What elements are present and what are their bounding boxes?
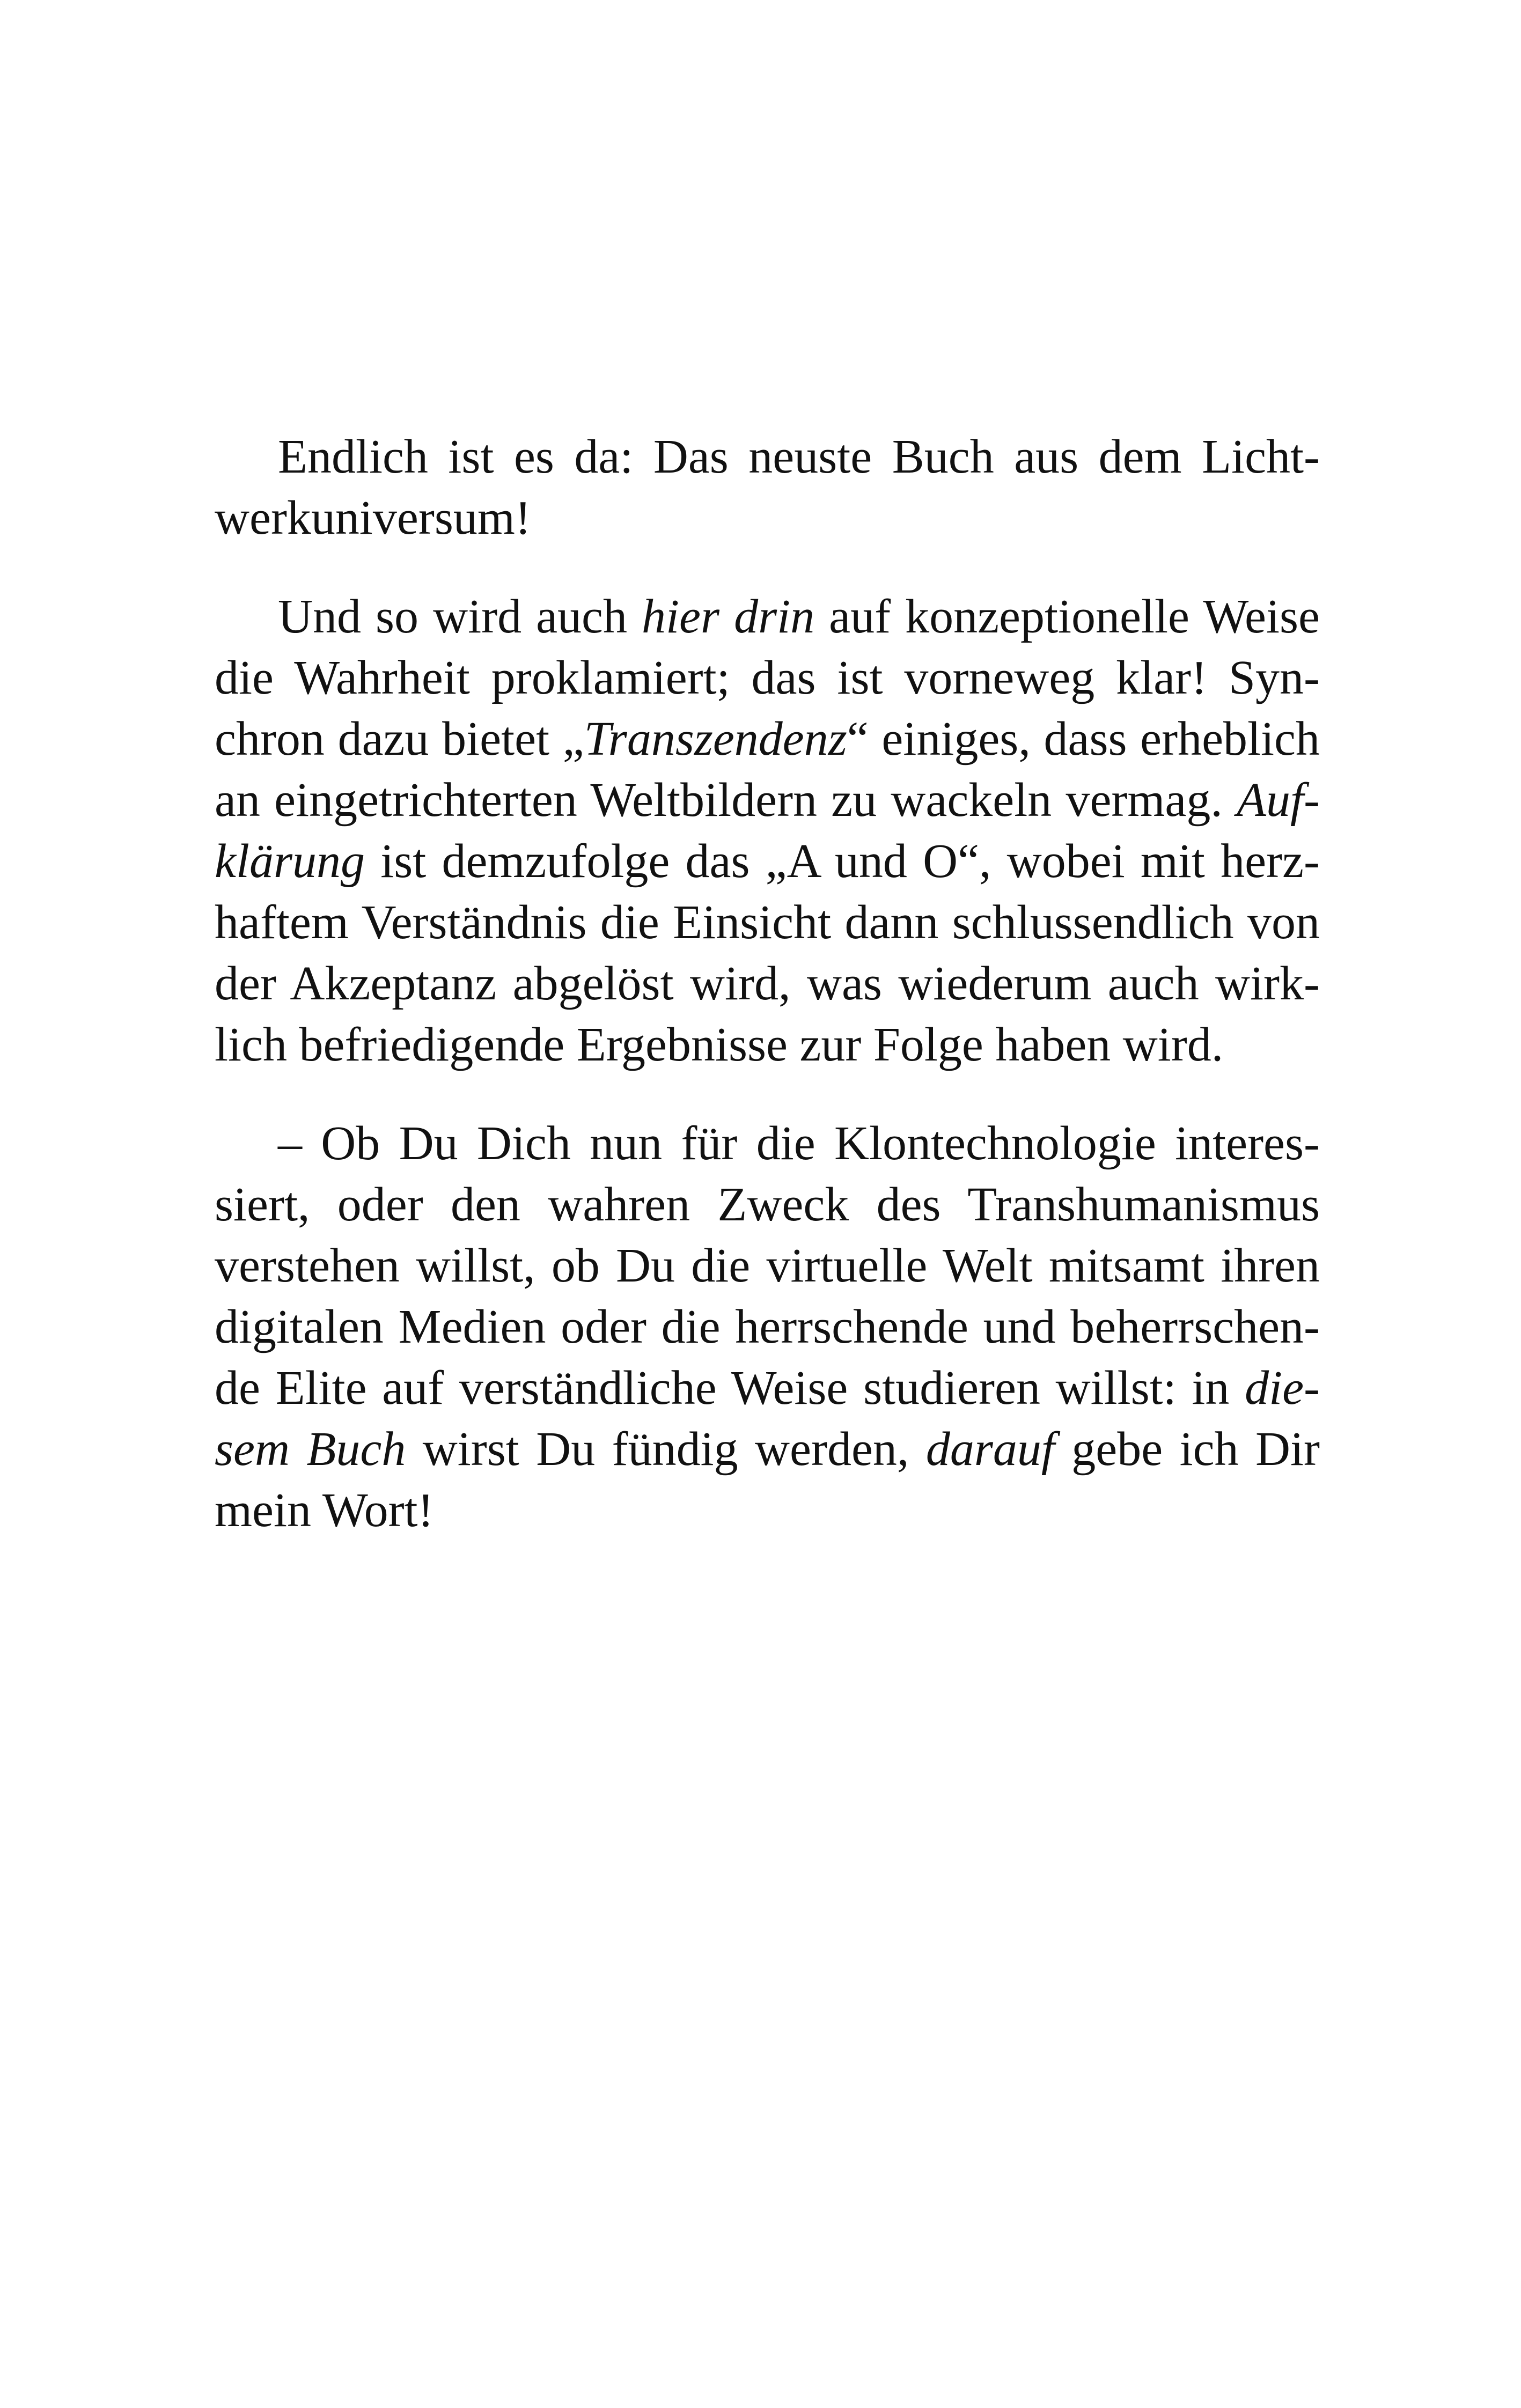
text-line [215,770,1320,831]
text-line [215,1419,1320,1480]
italic-text: hier drin [642,590,815,643]
text-run: wirst Du fündig werden, [406,1423,926,1476]
text-run: die Wahrheit proklamiert; das ist vorneweg klar! Syn- [215,651,1320,704]
text-line [215,647,1320,709]
text-line [215,1014,1320,1076]
text-line [215,892,1320,953]
text-run: “ einiges, dass erheblich [847,712,1320,765]
text-run: digitalen Medien oder die herrschende und beherrschen- [215,1300,1320,1353]
text-run: gebe ich Dir [1054,1423,1320,1476]
text-run: Und so wird auch [278,590,642,643]
text-line [215,953,1320,1014]
text-run: – Ob Du Dich nun für die Klontechnologie interes- [278,1117,1320,1170]
text-line [215,1358,1320,1419]
text-line [215,1235,1320,1297]
italic-text: klärung [215,835,365,888]
text-run: lich befriedigende Ergebnisse zur Folge haben wird. [215,1018,1224,1071]
text-run: Endlich ist es da: Das neuste Buch aus dem Licht- [278,430,1320,483]
italic-text: die- [1245,1361,1320,1415]
text-line [215,709,1320,770]
text-line [215,426,1320,488]
paragraph [215,586,1320,1076]
text-run: werkuniversum! [215,491,531,544]
text-line [215,1174,1320,1235]
italic-text: sem Buch [215,1423,406,1476]
text-run: de Elite auf verständliche Weise studieren willst: in [215,1361,1245,1415]
text-line [215,488,1320,549]
text-line [215,1113,1320,1174]
body-text [215,426,1320,1541]
italic-text: Auf- [1237,774,1320,827]
italic-text: Transzendenz [584,712,847,765]
text-run: auf konzeptionelle Weise [814,590,1320,643]
text-run: an eingetrichterten Weltbildern zu wackeln vermag. [215,774,1237,827]
text-run: ist demzufolge das „A und O“, wobei mit herz- [364,835,1320,888]
paragraph-gap [215,549,1320,586]
text-run: siert, oder den wahren Zweck des Transhumanismus [215,1178,1320,1231]
text-line [215,831,1320,892]
text-line [215,586,1320,647]
text-run: verstehen willst, ob Du die virtuelle Welt mitsamt ihren [215,1239,1320,1292]
text-line [215,1297,1320,1358]
text-run: der Akzeptanz abgelöst wird, was wiederum auch wirk- [215,957,1320,1010]
italic-text: darauf [925,1423,1055,1476]
paragraph-gap [215,1076,1320,1113]
text-line [215,1480,1320,1541]
paragraph [215,1113,1320,1541]
text-run: mein Wort! [215,1484,434,1537]
text-run: chron dazu bietet „ [215,712,584,765]
text-run: haftem Verständnis die Einsicht dann schlussendlich von [215,896,1320,949]
paragraph [215,426,1320,549]
